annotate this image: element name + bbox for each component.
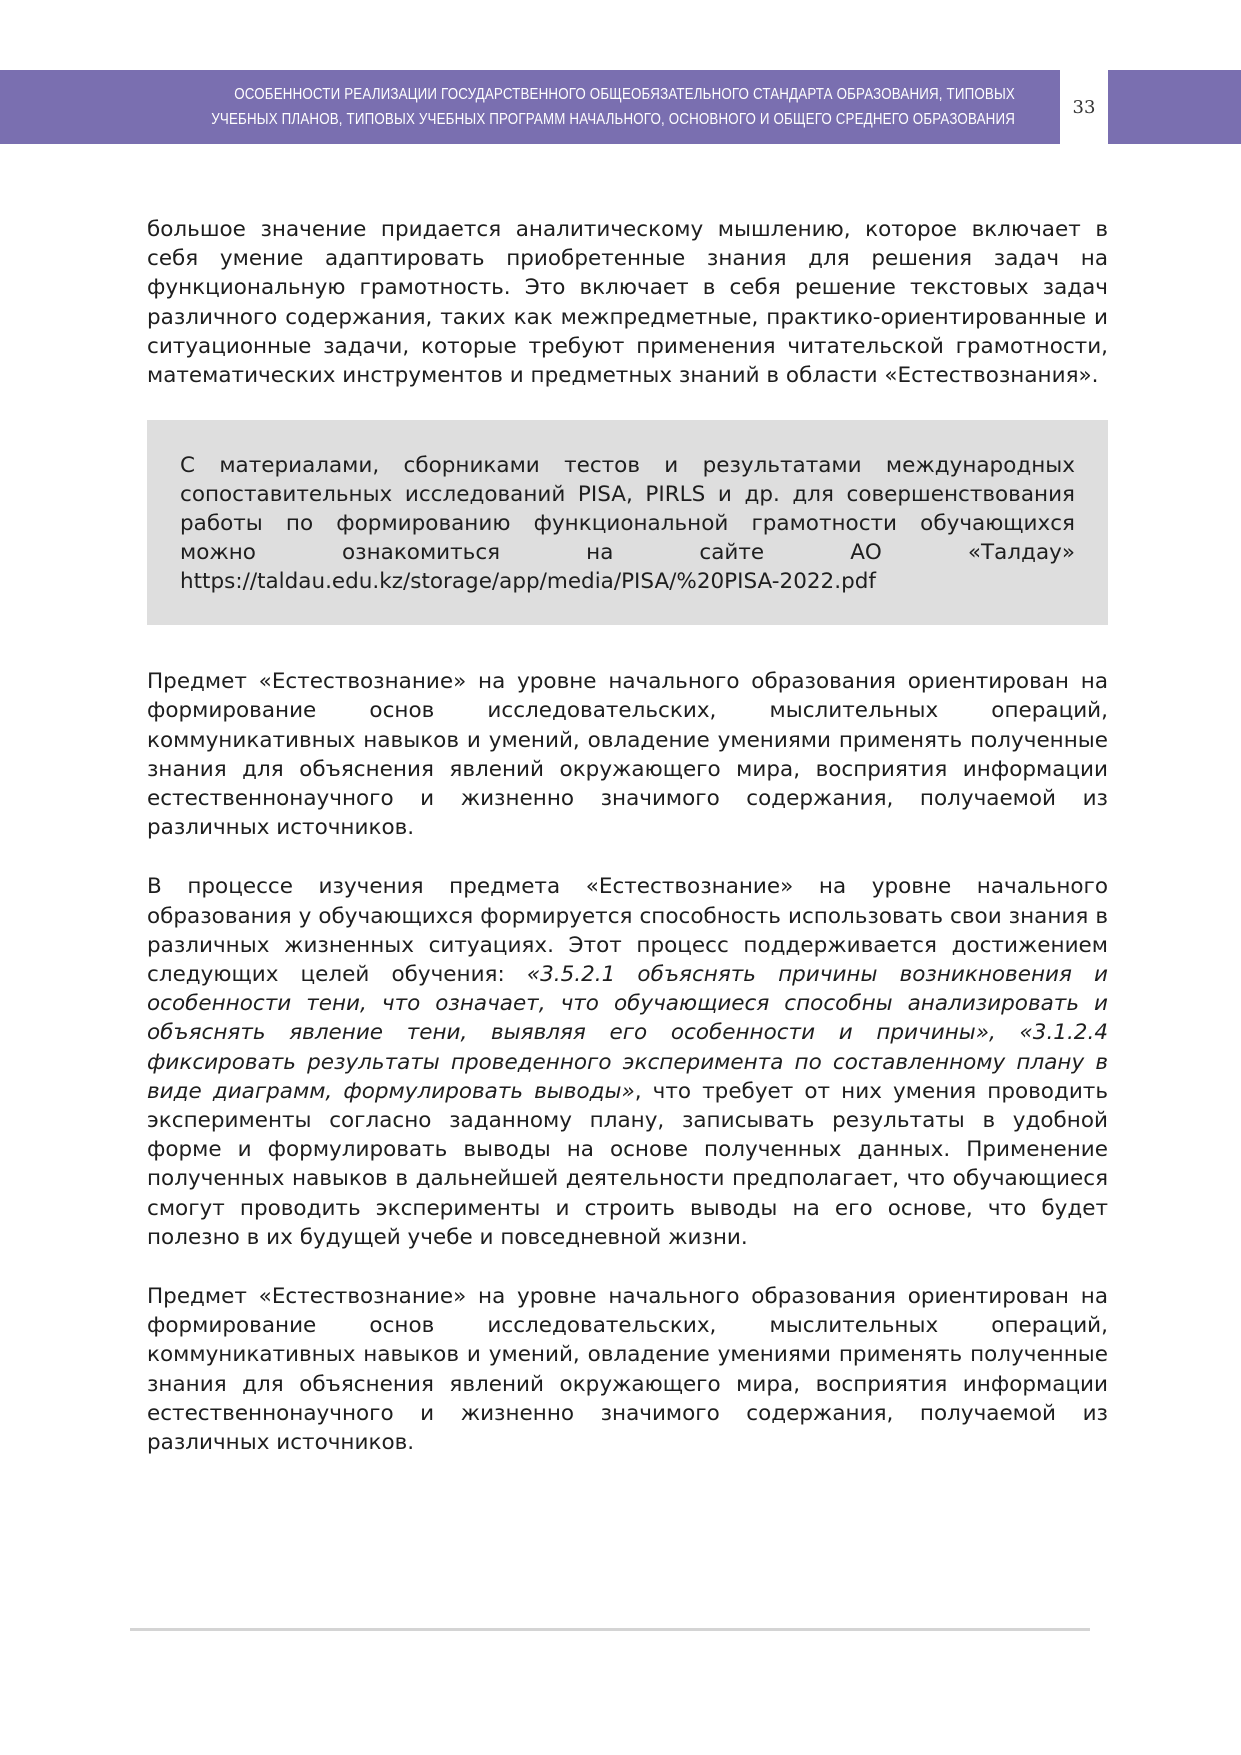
footer-divider	[130, 1628, 1090, 1631]
body-paragraph-subject-repeat: Предмет «Естествознание» на уровне начального образования ориентирован на формирование основ исследовательских, мыслительных операций, коммуникативных навыков и умений, овладение умениями применять полученные знания для объяснения явлений окружающего мира, восприятия информации естественнонаучного и жизненно значимого содержания, получаемой из различных источников.	[147, 1284, 1108, 1456]
learning-goals-intro: В процессе изучения предмета «Естествознание» на уровне начального образования у обучающихся формируется способность использовать свои знания в различных жизненных ситуациях. Этот процесс поддерживается достижением следующих целей обучения:	[147, 874, 1108, 988]
body-paragraph-continued: большое значение придается аналитическому мышлению, которое включает в себя умение адаптировать приобретенные знания для решения задач на функциональную грамотность. Это включает в себя решение текстовых задач различного содержания, таких как межпредметные, практико-ориентированные и ситуационные задачи, которые требуют применения читательской грамотности, математических инструментов и предметных знаний в области «Естествознания».	[147, 217, 1108, 389]
header-tab	[1108, 70, 1241, 144]
learning-goals-rest: , что требует от них умения проводить эксперименты согласно заданному плану, записывать результаты в удобной форме и формулировать выводы на основе полученных данных. Применение полученных навыков в дальнейшей деятельности предполагает, что обучающиеся смогут проводить эксперименты и строить выводы на его основе, что будет полезно в их будущей учебе и повседневной жизни.	[147, 1078, 1108, 1250]
page-number: 33	[1072, 96, 1096, 118]
page-body	[147, 215, 1108, 1457]
note-text: С материалами, сборниками тестов и результатами международных сопоставительных исследований PISA, PIRLS и др. для совершенствования работы по формированию функциональной грамотности обучающихся можно ознакомиться на сайте АО «Талдау» https://taldau.edu.kz/storage/app/media/PISA/%20PISA-2022.pdf	[180, 453, 1075, 595]
header-band	[0, 70, 1060, 144]
running-header-title	[142, 70, 1015, 144]
body-paragraph-learning-goals	[147, 872, 1108, 1252]
body-paragraph-subject: Предмет «Естествознание» на уровне начального образования ориентирован на формирование основ исследовательских, мыслительных операций, коммуникативных навыков и умений, овладение умениями применять полученные знания для объяснения явлений окружающего мира, восприятия информации естественнонаучного и жизненно значимого содержания, получаемой из различных источников.	[147, 669, 1108, 841]
running-header-line-2: УЧЕБНЫХ ПЛАНОВ, ТИПОВЫХ УЧЕБНЫХ ПРОГРАММ НАЧАЛЬНОГО, ОСНОВНОГО И ОБЩЕГО СРЕДНЕГО ОБРАЗОВАНИЯ	[211, 111, 1015, 128]
note-box	[147, 420, 1108, 625]
running-header-line-1: ОСОБЕННОСТИ РЕАЛИЗАЦИИ ГОСУДАРСТВЕННОГО ОБЩЕОБЯЗАТЕЛЬНОГО СТАНДАРТА ОБРАЗОВАНИЯ, ТИПОВЫХ	[234, 86, 1016, 103]
learning-goals-quote: «3.5.2.1 объяснять причины возникновения и особенности тени, что означает, что обучающиеся способны анализировать и объяснять явление тени, выявляя его особенности и причины», «3.1.2.4 фиксировать результаты проведенного эксперимента по составленному плану в виде диаграмм, формулировать выводы»	[147, 962, 1108, 1104]
